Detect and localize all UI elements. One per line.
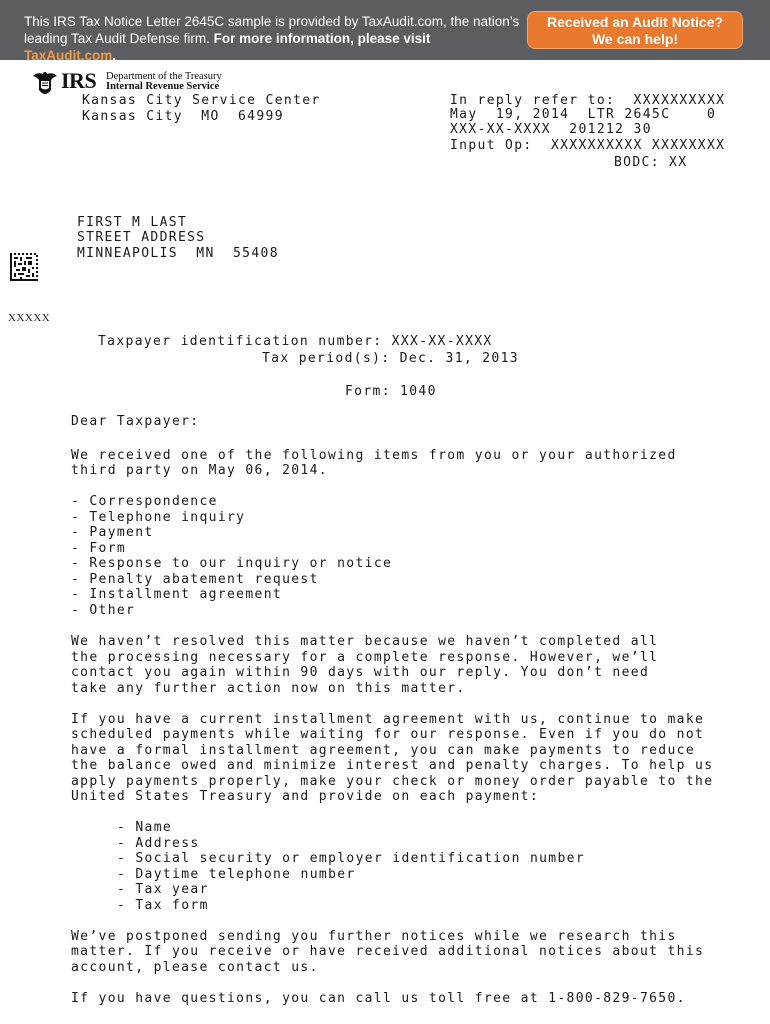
list-item: - Response to our inquiry or notice — [71, 556, 393, 571]
dept-line2: Internal Revenue Service — [106, 81, 220, 92]
list-item: - Telephone inquiry — [71, 510, 246, 525]
para4-line3: account, please contact us. — [71, 960, 319, 975]
letter-date-code: May 19, 2014 LTR 2645C 0 — [450, 107, 717, 122]
bodc: BODC: XX — [614, 155, 688, 170]
document-code: XXXXX — [8, 312, 51, 324]
list-item: - Other — [71, 603, 136, 618]
para3-line1: If you have a current installment agreement with us, continue to make — [71, 712, 705, 727]
banner-link-suffix: . — [112, 48, 117, 63]
tax-period: Tax period(s): Dec. 31, 2013 — [262, 351, 519, 366]
reply-reference: In reply refer to: XXXXXXXXXX — [450, 93, 726, 108]
payment-item: - Address — [117, 836, 200, 851]
barcode-icon — [10, 253, 38, 281]
sender-address-line2: Kansas City MO 64999 — [82, 109, 284, 124]
salutation: Dear Taxpayer: — [71, 414, 200, 429]
banner-message — [24, 13, 524, 64]
cta-line1: Received an Audit Notice? — [546, 14, 724, 30]
tax-form: Form: 1040 — [345, 384, 437, 399]
dept-line1: Department of the Treasury — [106, 71, 222, 82]
para4-line2: matter. If you receive or have received additional notices about this — [71, 944, 705, 959]
irs-department — [106, 72, 222, 92]
banner-text-part1: This IRS Tax Notice Letter 2645C sample is provided by TaxAudit.com, the nation’s leading Tax Audit Defense firm. — [24, 14, 520, 46]
payment-item: - Name — [117, 820, 173, 835]
para2-line2: the processing necessary for a complete response. However, we’ll — [71, 650, 659, 665]
taxpayer-id: Taxpayer identification number: XXX-XX-XXXX — [98, 334, 493, 349]
para1-line2: third party on May 06, 2014. — [71, 463, 328, 478]
payment-item: - Daytime telephone number — [117, 867, 356, 882]
reference-ssn: XXX-XX-XXXX 201212 30 — [450, 122, 652, 137]
para5-line1: If you have questions, you can call us toll free at 1-800-829-7650. — [71, 991, 686, 1006]
para3-line4: the balance owed and minimize interest and penalty charges. To help us — [71, 758, 714, 773]
list-item: - Form — [71, 541, 127, 556]
para1-line1: We received one of the following items from you or your authorized — [71, 448, 677, 463]
payment-item: - Tax form — [117, 898, 209, 913]
payment-item: - Tax year — [117, 882, 209, 897]
audit-help-button[interactable] — [527, 11, 743, 49]
list-item: - Correspondence — [71, 494, 218, 509]
list-item: - Payment — [71, 525, 154, 540]
input-op: Input Op: XXXXXXXXXX XXXXXXXX — [450, 138, 726, 153]
para4-line1: We’ve postponed sending you further notices while we research this — [71, 929, 677, 944]
para3-line2: scheduled payments while waiting for our response. Even if you do not — [71, 727, 705, 742]
promo-banner — [0, 0, 770, 63]
para3-line3: have a formal installment agreement, you can make payments to reduce — [71, 743, 696, 758]
irs-eagle-icon — [31, 70, 59, 95]
banner-text-part2: For more information, please visit — [213, 31, 431, 46]
sender-address-line1: Kansas City Service Center — [82, 93, 321, 108]
para2-line1: We haven’t resolved this matter because we haven’t completed all — [71, 634, 659, 649]
para3-line6: United States Treasury and provide on each payment: — [71, 789, 540, 804]
list-item: - Installment agreement — [71, 587, 283, 602]
para3-line5: apply payments properly, make your check or money order payable to the — [71, 774, 714, 789]
list-item: - Penalty abatement request — [71, 572, 319, 587]
taxaudit-link[interactable]: TaxAudit.com — [24, 48, 113, 63]
recipient-street: STREET ADDRESS — [77, 230, 206, 245]
cta-line2: We can help! — [591, 31, 679, 47]
recipient-city: MINNEAPOLIS MN 55408 — [77, 246, 279, 261]
payment-item: - Social security or employer identification number — [117, 851, 586, 866]
para2-line4: take any further action now on this matter. — [71, 681, 466, 696]
para2-line3: contact you again within 90 days with our reply. You don’t need — [71, 665, 650, 680]
irs-wordmark: IRS — [61, 68, 97, 93]
recipient-name: FIRST M LAST — [77, 215, 188, 230]
